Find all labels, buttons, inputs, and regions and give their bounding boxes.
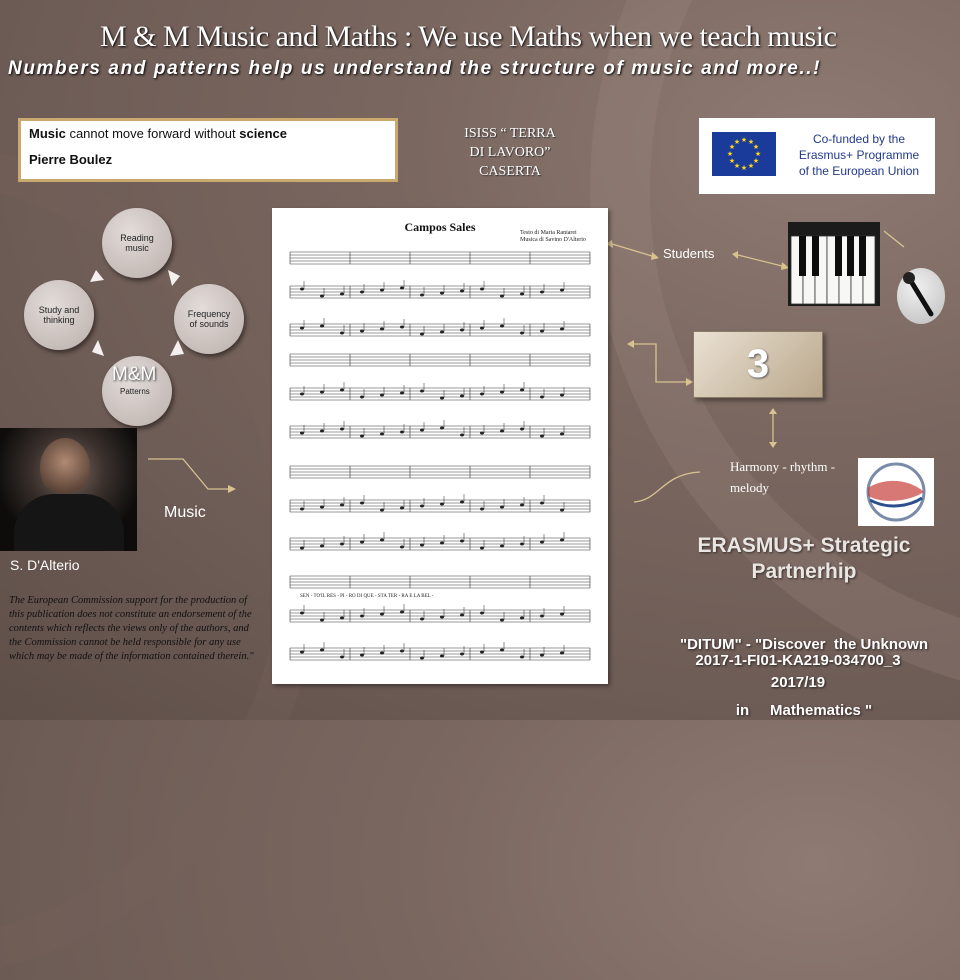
score-credit-line: Testo di Maria Raniarei (520, 230, 577, 236)
note-head (320, 619, 324, 622)
note-head (320, 391, 324, 394)
note-head (540, 330, 544, 333)
note-head (440, 542, 444, 545)
note-head (520, 293, 524, 296)
note-head (420, 657, 424, 660)
note-head (320, 430, 324, 433)
cycle-mm-label: M&M (112, 364, 157, 385)
music-label: Music (164, 504, 206, 521)
school-line: ISISS “ TERRA (464, 126, 556, 141)
note-head (540, 502, 544, 505)
note-head (440, 655, 444, 658)
note-head (380, 328, 384, 331)
svg-text:★: ★ (752, 143, 760, 151)
arrow-harmony-score (634, 472, 700, 502)
ditum-logo-icon (858, 458, 934, 526)
note-head (460, 434, 464, 437)
quote-middle: cannot move forward without (65, 126, 240, 141)
erasmus-line: ERASMUS+ Strategic (697, 534, 911, 557)
note-head (540, 654, 544, 657)
note-head (560, 509, 564, 512)
page-title: M & M Music and Maths : We use Maths when we teach music (100, 20, 837, 53)
note-head (400, 507, 404, 510)
note-head (540, 541, 544, 544)
note-head (420, 429, 424, 432)
ditum-logo (858, 458, 934, 526)
note-head (300, 508, 304, 511)
arrow-head-icon (228, 485, 236, 493)
note-head (380, 652, 384, 655)
note-head (300, 288, 304, 291)
note-head (460, 290, 464, 293)
note-head (340, 389, 344, 392)
note-head (480, 288, 484, 291)
svg-text:★: ★ (726, 150, 734, 158)
svg-text:★: ★ (728, 143, 736, 151)
svg-text:★: ★ (728, 157, 736, 165)
svg-text:★: ★ (740, 164, 748, 172)
arrow-students-piano (738, 255, 782, 266)
note-head (500, 545, 504, 548)
note-head (500, 619, 504, 622)
svg-text:★: ★ (740, 136, 748, 144)
note-head (320, 649, 324, 652)
note-head (520, 656, 524, 659)
note-head (380, 509, 384, 512)
note-head (380, 613, 384, 616)
note-head (300, 393, 304, 396)
arrow-head-icon (769, 408, 777, 414)
eu-disclaimer: The European Commission support for the production of this publication does not constitute an endorsement of the contents which reflects the views only of the authors, and the Commission cannot be held responsible for any use which may be made of the information contained therein." (9, 595, 254, 662)
cycle-label: Frequency of sounds (187, 309, 231, 329)
note-head (360, 654, 364, 657)
note-head (460, 395, 464, 398)
eu-line: of the European Union (798, 164, 920, 178)
note-head (560, 394, 564, 397)
note-head (540, 435, 544, 438)
arrow-3-to-score (634, 344, 686, 382)
score-lyrics: SEN - TO'IL RES - PI - RO DI QUE - STA TER - RA E LA BEL - (300, 594, 434, 599)
note-head (520, 428, 524, 431)
arrow-head-icon (627, 340, 634, 348)
note-head (300, 612, 304, 615)
number-3-box: 3 (693, 331, 823, 398)
note-head (440, 292, 444, 295)
note-head (300, 651, 304, 654)
note-head (340, 617, 344, 620)
note-head (440, 331, 444, 334)
note-head (480, 432, 484, 435)
quote-author: Pierre Boulez (29, 152, 113, 167)
note-head (460, 653, 464, 656)
note-head (560, 433, 564, 436)
note-head (300, 327, 304, 330)
note-head (340, 656, 344, 659)
note-head (560, 328, 564, 331)
sheet-music (272, 208, 608, 684)
note-head (420, 333, 424, 336)
note-head (440, 503, 444, 506)
note-head (320, 545, 324, 548)
note-head (380, 433, 384, 436)
note-head (380, 539, 384, 542)
note-head (540, 291, 544, 294)
note-head (460, 614, 464, 617)
page-subtitle: Numbers and patterns help us understand the structure of music and more..! (8, 58, 822, 79)
note-head (420, 390, 424, 393)
erasmus-heading (676, 533, 932, 585)
arrow-piano-mic (884, 231, 904, 247)
note-head (560, 539, 564, 542)
school-line: CASERTA (479, 164, 541, 179)
note-head (400, 546, 404, 549)
note-head (320, 506, 324, 509)
note-head (400, 431, 404, 434)
harmony-label: Harmony - rhythm - melody (730, 459, 836, 495)
cycle-label: Patterns (120, 387, 150, 396)
note-head (500, 295, 504, 298)
note-head (380, 394, 384, 397)
arrow-head-icon (651, 252, 659, 260)
note-head (340, 543, 344, 546)
note-head (460, 329, 464, 332)
erasmus-line: Partnerhip (751, 560, 857, 583)
score-title: Campos Sales (404, 220, 476, 234)
note-head (300, 432, 304, 435)
note-head (360, 291, 364, 294)
microphone-icon (897, 268, 945, 324)
note-head (360, 541, 364, 544)
cycle-label: Reading music (120, 233, 154, 253)
music-staves (272, 208, 608, 684)
teacher-name: S. D'Alterio (10, 557, 80, 573)
svg-text:★: ★ (754, 150, 762, 158)
note-head (480, 393, 484, 396)
note-head (560, 613, 564, 616)
note-head (420, 544, 424, 547)
note-head (360, 615, 364, 618)
svg-text:★: ★ (733, 162, 741, 170)
note-head (420, 294, 424, 297)
ditum-line: "DITUM" - "Discover the Unknown (679, 636, 929, 653)
note-head (360, 330, 364, 333)
svg-text:★: ★ (752, 157, 760, 165)
score-credit-line: Musica di Savino D'Alterio (520, 237, 586, 243)
note-head (480, 327, 484, 330)
note-head (480, 547, 484, 550)
project-code-line: 2017-1-FI01-KA219-034700_3 (695, 652, 901, 669)
note-head (400, 611, 404, 614)
quote-word-science: science (239, 126, 287, 141)
svg-text:★: ★ (747, 162, 755, 170)
note-head (500, 649, 504, 652)
note-head (400, 392, 404, 395)
eu-line: Erasmus+ Programme (798, 148, 920, 162)
note-head (520, 617, 524, 620)
note-head (520, 543, 524, 546)
note-head (340, 293, 344, 296)
note-head (500, 391, 504, 394)
note-head (360, 396, 364, 399)
svg-text:★: ★ (733, 138, 741, 146)
note-head (540, 615, 544, 618)
eu-line: Co-funded by the (812, 132, 906, 146)
note-head (480, 508, 484, 511)
note-head (440, 397, 444, 400)
note-head (320, 325, 324, 328)
microphone-svg (897, 268, 945, 324)
note-head (440, 427, 444, 430)
note-head (400, 650, 404, 653)
note-head (480, 651, 484, 654)
note-head (360, 502, 364, 505)
piano-keys-icon (788, 222, 880, 306)
note-head (460, 540, 464, 543)
note-head (400, 287, 404, 290)
note-head (360, 435, 364, 438)
note-head (520, 389, 524, 392)
note-head (560, 652, 564, 655)
note-head (500, 430, 504, 433)
note-head (300, 547, 304, 550)
note-head (500, 325, 504, 328)
note-head (380, 289, 384, 292)
arrow-music-to-score (148, 459, 228, 489)
students-label: Students (663, 246, 715, 261)
cycle-label: Study and thinking (38, 305, 80, 325)
arrow-head-icon (732, 251, 738, 259)
note-head (540, 396, 544, 399)
note-head (420, 618, 424, 621)
note-head (340, 428, 344, 431)
piano-svg (788, 222, 880, 306)
project-year: 2017/19 (770, 674, 826, 691)
note-head (520, 332, 524, 335)
arrow-head-icon (769, 442, 777, 448)
quote-word-music: Music (29, 126, 66, 141)
note-head (400, 326, 404, 329)
note-head (420, 505, 424, 508)
note-head (460, 501, 464, 504)
note-head (560, 289, 564, 292)
note-head (440, 616, 444, 619)
arrow-head-icon (686, 378, 693, 386)
ditum-line: in Mathematics " (735, 702, 873, 719)
arrow-students-score (612, 244, 652, 256)
note-head (340, 332, 344, 335)
project-code (660, 650, 936, 694)
note-head (480, 612, 484, 615)
note-head (340, 504, 344, 507)
note-head (320, 295, 324, 298)
svg-text:★: ★ (747, 138, 755, 146)
note-head (520, 504, 524, 507)
note-head (500, 506, 504, 509)
school-line: DI LAVORO” (469, 145, 551, 160)
